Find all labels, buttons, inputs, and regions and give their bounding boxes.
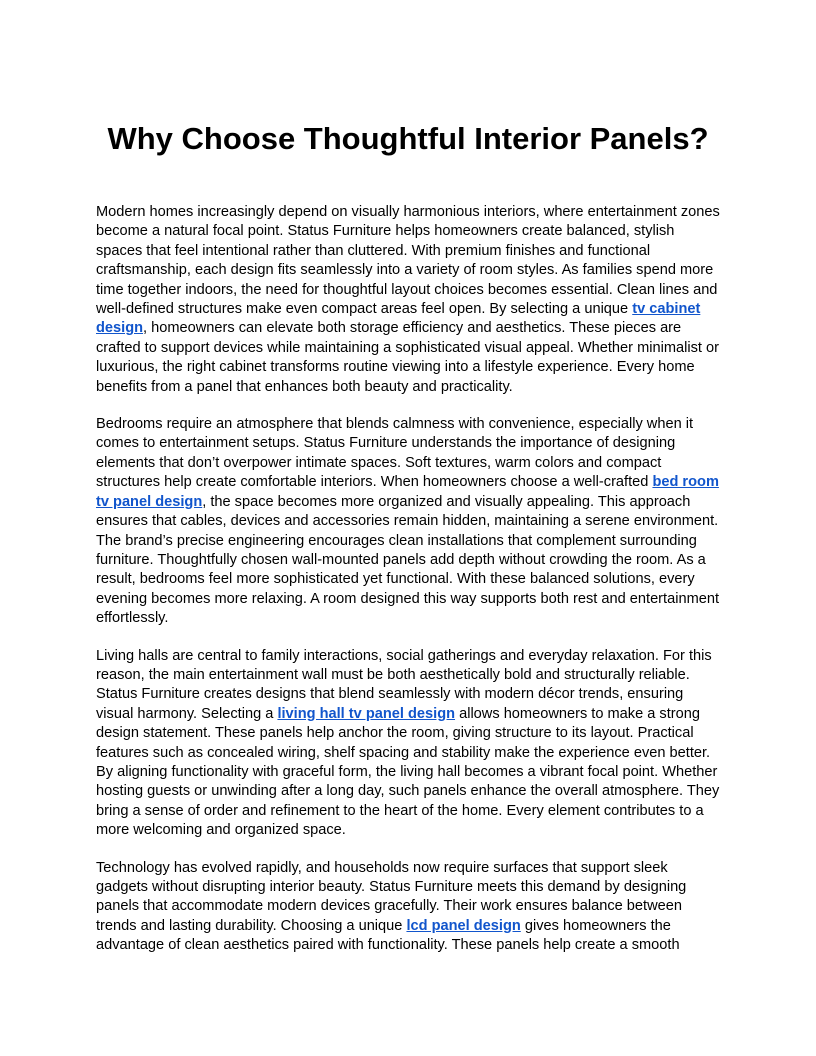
paragraph-text: Technology has evolved rapidly, and households now require surfaces that support sleek gadgets without disrupting interior beauty. Status Furniture meets this demand by designing panels that accommodate modern devices gracefully. Their work ensures balance between trends and lasting durability. Choosing a unique [96,859,687,934]
lcd-panel-design-link[interactable]: lcd panel design [406,917,521,934]
paragraph-bedroom [96,415,720,628]
page-title: Why Choose Thoughtful Interior Panels? [107,121,709,156]
paragraph-tv-cabinet [96,203,720,397]
paragraph-text: Modern homes increasingly depend on visually harmonious interiors, where entertainment zones become a natural focal point. Status Furniture helps homeowners create balanced, stylish spaces that feel intentional rather than cluttered. With premium finishes and functional craftsmanship, each design fits seamlessly into a variety of room styles. As families spend more time together indoors, the need for thoughtful layout choices becomes essential. Clean lines and well-defined structures make even compact areas feel open. By selecting a unique [96,204,720,318]
document-body [96,203,720,974]
paragraph-text: Living halls are central to family interactions, social gatherings and everyday relaxation. For this reason, the main entertainment wall must be both aesthetically bold and structurally reliable. Status Furniture creates designs that blend seamlessly with modern décor trends, ensuring visual harmony. Selecting a [96,647,712,722]
paragraph-text: allows homeowners to make a strong design statement. These panels help anchor the room, giving structure to its layout. Practical features such as concealed wiring, shelf spacing and stability make the experience even better. By aligning functionality with graceful form, the living hall becomes a vibrant focal point. Whether hosting guests or unwinding after a long day, such panels enhance the overall atmosphere. They bring a sense of order and refinement to the heart of the home. Every element contributes to a more welcoming and organized space. [96,705,720,839]
paragraph-text: , homeowners can elevate both storage efficiency and aesthetics. These pieces are crafted to support devices while maintaining a sophisticated visual appeal. Whether minimalist or luxurious, the right cabinet transforms routine viewing into a lifestyle experience. Every home benefits from a panel that enhances both beauty and practicality. [96,320,719,395]
bed-room-tv-panel-design-link[interactable]: bed room tv panel design [96,474,719,510]
paragraph-text: , the space becomes more organized and visually appealing. This approach ensures that cables, devices and accessories remain hidden, maintaining a serene environment. The brand’s precise engineering encourages clean installations that complement surrounding furniture. Thoughtfully chosen wall-mounted panels add depth without crowding the room. As a result, bedrooms feel more sophisticated yet functional. With these balanced solutions, every evening becomes more relaxing. A room designed this way supports both rest and entertainment effortlessly. [96,493,720,627]
paragraph-living-hall [96,647,720,841]
tv-cabinet-design-link[interactable]: tv cabinet design [96,301,701,337]
living-hall-tv-panel-design-link[interactable]: living hall tv panel design [277,705,456,722]
paragraph-text: gives homeowners the advantage of clean aesthetics paired with functionality. These panels help create a smooth [96,917,680,954]
paragraph-text: Bedrooms require an atmosphere that blends calmness with convenience, especially when it comes to entertainment setups. Status Furniture understands the importance of designing elements that don’t overpower intimate spaces. Soft textures, warm colors and compact structures help create comfortable interiors. When homeowners choose a well-crafted [96,416,694,491]
paragraph-lcd-panel [96,859,720,956]
